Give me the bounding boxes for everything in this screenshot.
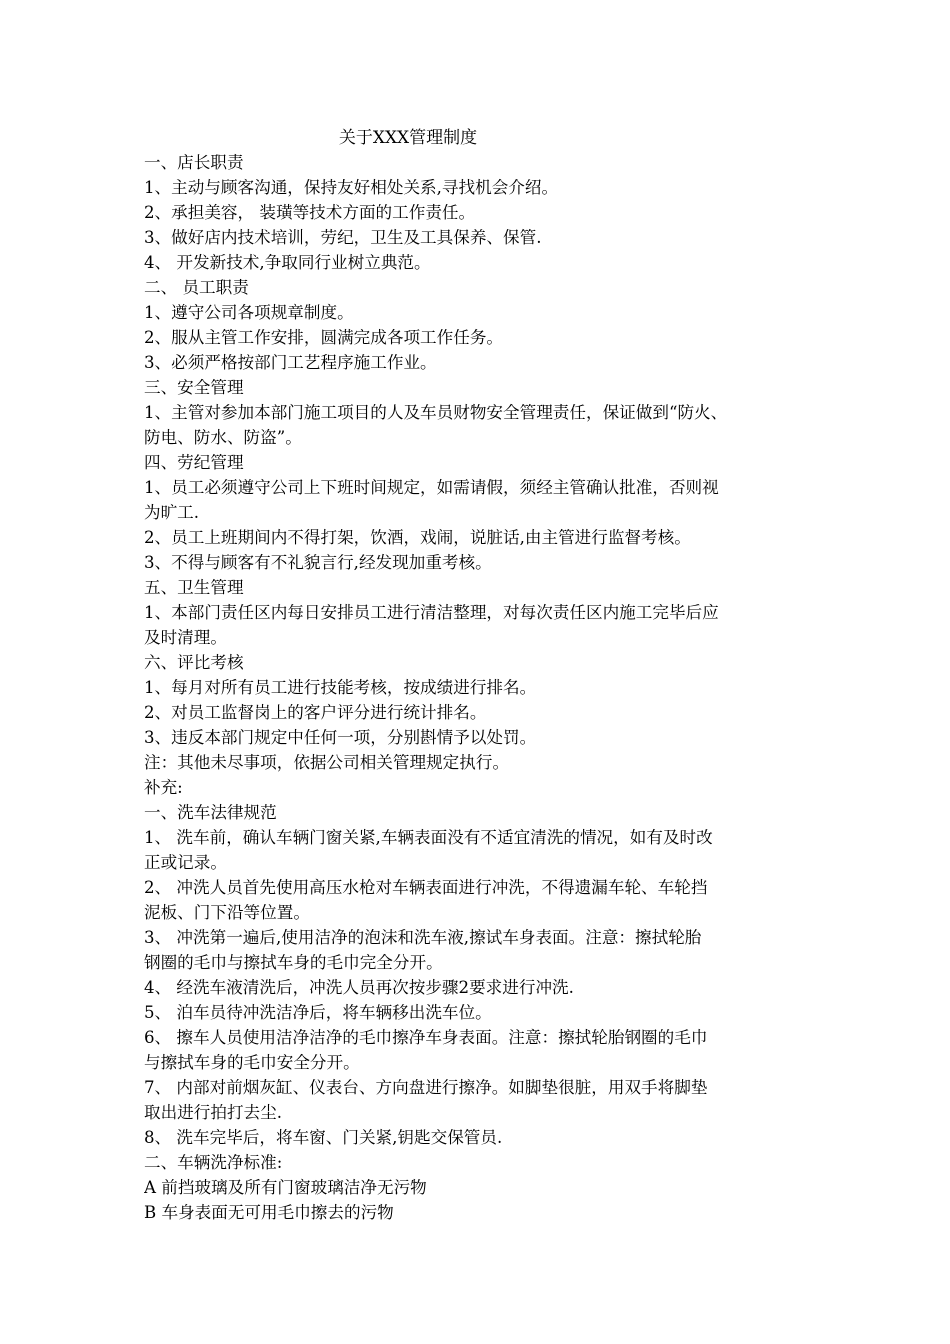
text-line: 4、 经洗车液清洗后，冲洗人员再次按步骤2要求进行冲洗.: [144, 978, 574, 997]
text-line: 6、 擦车人员使用洁净洁净的毛巾擦净车身表面。注意：擦拭轮胎钢圈的毛巾: [144, 1028, 708, 1047]
text-line: 与擦拭车身的毛巾安全分开。: [144, 1053, 360, 1072]
text-line: 1、遵守公司各项规章制度。: [144, 303, 354, 322]
text-line: 1、每月对所有员工进行技能考核，按成绩进行排名。: [144, 678, 537, 697]
text-line: 取出进行拍打去尘.: [144, 1103, 283, 1122]
text-line: 正或记录。: [144, 853, 227, 872]
note-line: 注：其他未尽事项，依据公司相关管理规定执行。: [144, 753, 510, 772]
document-body: [144, 150, 820, 1225]
text-line: 5、 泊车员待冲洗洁净后，将车辆移出洗车位。: [144, 1003, 492, 1022]
text-line: 7、 内部对前烟灰缸、仪表台、方向盘进行擦净。如脚垫很脏，用双手将脚垫: [144, 1078, 708, 1097]
text-line: 2、 冲洗人员首先使用高压水枪对车辆表面进行冲洗，不得遗漏车轮、车轮挡: [144, 878, 708, 897]
document-title: 关于XXX管理制度: [338, 128, 478, 148]
section-heading-hygiene: 五、卫生管理: [144, 578, 244, 597]
text-line: 3、 冲洗第一遍后,使用洁净的泡沫和洗车液,擦试车身表面。注意：擦拭轮胎: [144, 928, 702, 947]
text-line: 8、 洗车完毕后，将车窗、门关紧,钥匙交保管员.: [144, 1128, 503, 1147]
text-line: 1、 洗车前，确认车辆门窗关紧,车辆表面没有不适宜清洗的情况，如有及时改: [144, 828, 713, 847]
text-line: 2、承担美容， 装璜等技术方面的工作责任。: [144, 203, 476, 222]
text-line: 为旷工.: [144, 503, 200, 522]
section-heading-safety: 三、安全管理: [144, 378, 244, 397]
section-heading-store-manager: 一、店长职责: [144, 153, 244, 172]
supplement-label: 补充:: [144, 778, 183, 797]
text-line: 3、不得与顾客有不礼貌言行,经发现加重考核。: [144, 553, 492, 572]
text-line: 泥板、门下沿等位置。: [144, 903, 310, 922]
text-line: 及时清理。: [144, 628, 227, 647]
section-heading-discipline: 四、劳纪管理: [144, 453, 244, 472]
text-line: 3、做好店内技术培训，劳纪，卫生及工具保养、保管.: [144, 228, 542, 247]
text-line: 钢圈的毛巾与擦拭车身的毛巾完全分开。: [144, 953, 443, 972]
text-line: 2、员工上班期间内不得打架，饮酒，戏闹，说脏话,由主管进行监督考核。: [144, 528, 691, 547]
text-line: B 车身表面无可用毛巾擦去的污物: [144, 1203, 394, 1222]
section-heading-car-wash-rules: 一、洗车法律规范: [144, 803, 277, 822]
text-line: 1、主管对参加本部门施工项目的人及车员财物安全管理责任，保证做到“防火、: [144, 403, 728, 422]
text-line: 2、对员工监督岗上的客户评分进行统计排名。: [144, 703, 487, 722]
text-line: 2、服从主管工作安排，圆满完成各项工作任务。: [144, 328, 504, 347]
text-line: 1、本部门责任区内每日安排员工进行清洁整理，对每次责任区内施工完毕后应: [144, 603, 719, 622]
text-line: 1、主动与顾客沟通，保持友好相处关系,寻找机会介绍。: [144, 178, 559, 197]
section-heading-wash-standard: 二、车辆洗净标准:: [144, 1153, 283, 1172]
text-line: 防电、防水、防盗”。: [144, 428, 302, 447]
text-line: 1、员工必须遵守公司上下班时间规定，如需请假，须经主管确认批准，否则视: [144, 478, 719, 497]
text-line: A 前挡玻璃及所有门窗玻璃洁净无污物: [144, 1178, 427, 1197]
section-heading-staff: 二、 员工职责: [144, 278, 249, 297]
section-heading-evaluation: 六、评比考核: [144, 653, 244, 672]
text-line: 4、 开发新技术,争取同行业树立典范。: [144, 253, 431, 272]
text-line: 3、违反本部门规定中任何一项，分别斟情予以处罚。: [144, 728, 537, 747]
text-line: 3、必须严格按部门工艺程序施工作业。: [144, 353, 437, 372]
